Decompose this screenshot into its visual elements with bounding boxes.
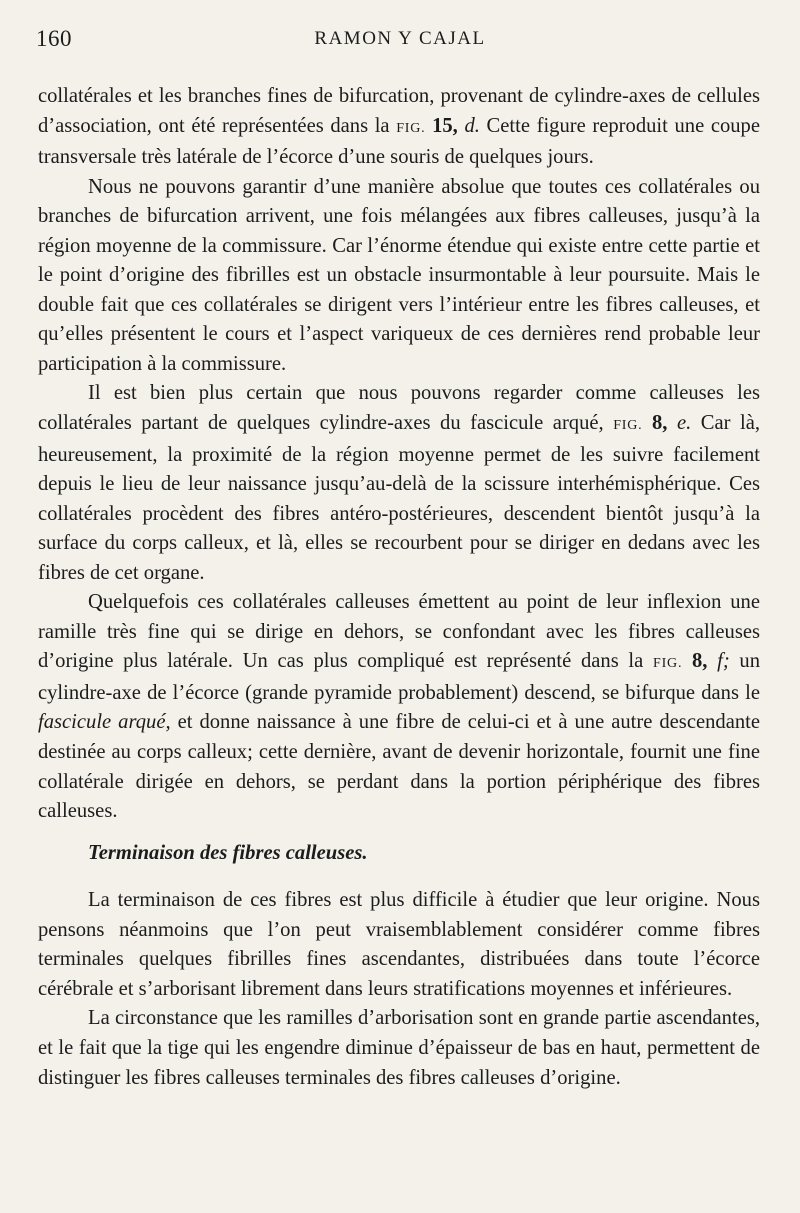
- text-run: collatérales et les branches fines de bifurcation, provenant de cylindre-axes de cellules d’association, ont été représentées dans la: [38, 85, 760, 137]
- text-run: [707, 650, 717, 672]
- italic-text: f;: [717, 650, 730, 673]
- figure-number: 8,: [691, 650, 708, 673]
- italic-text: e.: [676, 412, 692, 435]
- running-head: RAMON Y CAJAL: [314, 28, 486, 49]
- text-run: La circonstance que les ramilles d’arborisation sont en grande partie ascendantes, et le fait que la tige qui les engendre diminue d’épaisseur de bas en haut, permettent de distinguer les fibres calleuses terminales des fibres calleuses d’origine.: [38, 1007, 760, 1089]
- paragraph: [38, 588, 760, 826]
- text-run: La terminaison de ces fibres est plus difficile à étudier que leur origine. Nous pensons néanmoins que l’on peut vraisemblablement considérer comme fibres terminales quelques fibrilles fines ascendantes, distribuées dans toute l’écorce cérébrale et s’arborisant librement dans leurs stratifications moyennes et inférieures.: [38, 889, 760, 1000]
- page-header: [36, 26, 764, 56]
- paragraph: [38, 886, 760, 1004]
- paragraph: [38, 173, 760, 380]
- figure-reference-label: FIG.: [396, 120, 426, 136]
- page-number: 160: [36, 26, 72, 51]
- page-body: [38, 82, 760, 1093]
- text-run: Nous ne pouvons garantir d’une manière absolue que toutes ces collatérales ou branches de bifurcation arrivent, une fois mélangées aux fibres calleuses, jusqu’à la région moyenne de la commissure. Car l’énorme étendue qui existe entre cette partie et le point d’origine des fibrilles est un obstacle insurmontable à leur poursuite. Mais le double fait que ces collatérales se dirigent vers l’intérieur entre les fibres calleuses, et qu’elles présentent le cours et l’aspect variqueux de ces dernières rend probable leur participation à la commissure.: [38, 175, 760, 375]
- paragraph: [38, 379, 760, 588]
- section-heading: [38, 839, 760, 869]
- figure-number: 8,: [651, 412, 668, 435]
- figure-reference-label: FIG.: [613, 418, 643, 434]
- text-run: Cette figure reproduit une coupe transversale très latérale de l’écorce d’une souris de quelques jours.: [38, 114, 760, 169]
- text-run: [642, 412, 652, 434]
- text-run: Car là, heureusement, la proximité de la région moyenne permet de les suivre facilement depuis le lieu de leur naissance jusqu’au-delà de la scissure interhémisphérique. Ces collatérales procèdent des fibres antéro-postérieures, descendent bientôt jusqu’à la surface du corps calleux, et là, elles se recourbent pour se diriger en dedans avec les fibres de cet organe.: [38, 412, 761, 584]
- text-run: et donne naissance à une fibre de celui-ci et à une autre descendante destinée au corps calleux; cette dernière, avant de devenir horizontale, fournit une fine collatérale dirigée en dehors, se perdant dans la portion périphérique des fibres calleuses.: [38, 711, 760, 823]
- figure-number: 15,: [432, 114, 458, 137]
- paragraph: [38, 82, 760, 173]
- text-run: un cylindre-axe de l’écorce (grande pyramide probablement) descend, se bifurque dans le: [38, 650, 760, 704]
- text-run: [682, 650, 692, 672]
- figure-reference-label: FIG.: [652, 656, 683, 672]
- text-run: Terminaison des fibres calleuses.: [88, 841, 368, 864]
- italic-text: fascicule arqué,: [38, 711, 171, 734]
- paragraph: [38, 1004, 760, 1093]
- italic-text: d.: [464, 114, 480, 137]
- text-run: Quelquefois ces collatérales calleuses émettent au point de leur inflexion une ramille très fine qui se dirige en dehors, se confondant avec les fibres calleuses d’origine plus latérale. Un cas plus compliqué est représenté dans la: [38, 591, 760, 673]
- text-run: [667, 412, 677, 434]
- text-run: Il est bien plus certain que nous pouvons regarder comme calleuses les collatérales partant de quelques cylindre-axes du fascicule arqué,: [38, 382, 760, 435]
